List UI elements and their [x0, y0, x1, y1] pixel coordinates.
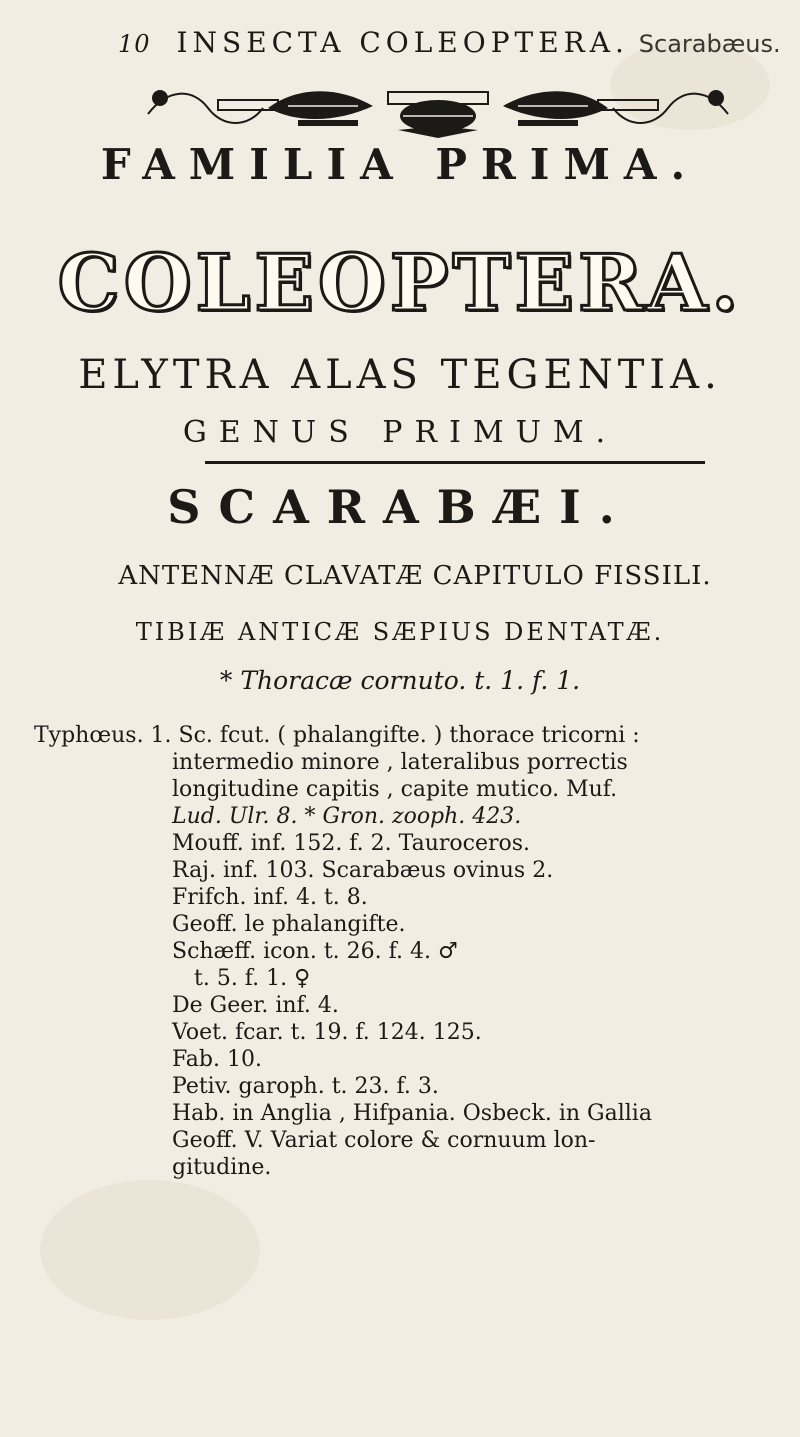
entry-line: Petiv. garoph. t. 23. f. 3.	[172, 1074, 439, 1099]
entry-line: gitudine.	[172, 1155, 272, 1180]
elytra-heading: ELYTRA ALAS TEGENTIA.	[78, 352, 722, 398]
entry-line: Hab. in Anglia , Hifpania. Osbeck. in Gallia	[172, 1101, 652, 1126]
familia-heading: FAMILIA PRIMA.	[100, 140, 700, 189]
entry-line: De Geer. inf. 4.	[172, 993, 339, 1018]
species-entry	[34, 722, 792, 1181]
running-title: INSECTA COLEOPTERA.	[176, 26, 629, 59]
character-tibiae: TIBIÆ ANTICÆ SÆPIUS DENTATÆ.	[135, 618, 665, 646]
entry-line: Mouff. inf. 152. f. 2. Tauroceros.	[172, 831, 531, 856]
entry-line: Schæff. icon. t. 26. f. 4. ♂	[172, 939, 458, 964]
entry-line: Geoff. le phalangifte.	[172, 912, 406, 937]
entry-line: Frifch. inf. 4. t. 8.	[172, 885, 368, 910]
entry-line: Lud. Ulr. 8. * Gron. zooph. 423.	[172, 804, 522, 829]
entry-line: Raj. inf. 103. Scarabæus ovinus 2.	[172, 858, 554, 883]
entry-line: Geoff. V. Variat colore & cornuum lon-	[172, 1128, 596, 1153]
entry-line: t. 5. f. 1. ♀	[194, 966, 311, 991]
genus-name-heading: SCARABÆI.	[167, 480, 633, 534]
ordo-heading: COLEOPTERA.	[57, 238, 743, 329]
horizontal-rule	[205, 461, 705, 464]
page-number: 10	[118, 30, 151, 58]
running-head	[118, 26, 800, 59]
printers-ornament	[138, 78, 738, 140]
genus-heading: GENUS PRIMUM.	[182, 415, 618, 450]
paper-stain	[40, 1180, 260, 1320]
entry-line: Voet. fcar. t. 19. f. 124. 125.	[172, 1020, 482, 1045]
entry-line: Fab. 10.	[172, 1047, 262, 1072]
entry-line: Typhœus. 1. Sc. fcut. ( phalangifte. ) thorace tricorni :	[34, 723, 640, 748]
character-antennae: ANTENNÆ CLAVATÆ CAPITULO FISSILI.	[118, 561, 712, 591]
running-genus: Scarabæus.	[638, 30, 781, 58]
entry-line: longitudine capitis , capite mutico. Muf.	[172, 777, 618, 802]
section-thoraca: * Thoracæ cornuto. t. 1. f. 1.	[219, 666, 581, 695]
entry-line: intermedio minore , lateralibus porrectis	[172, 750, 628, 775]
